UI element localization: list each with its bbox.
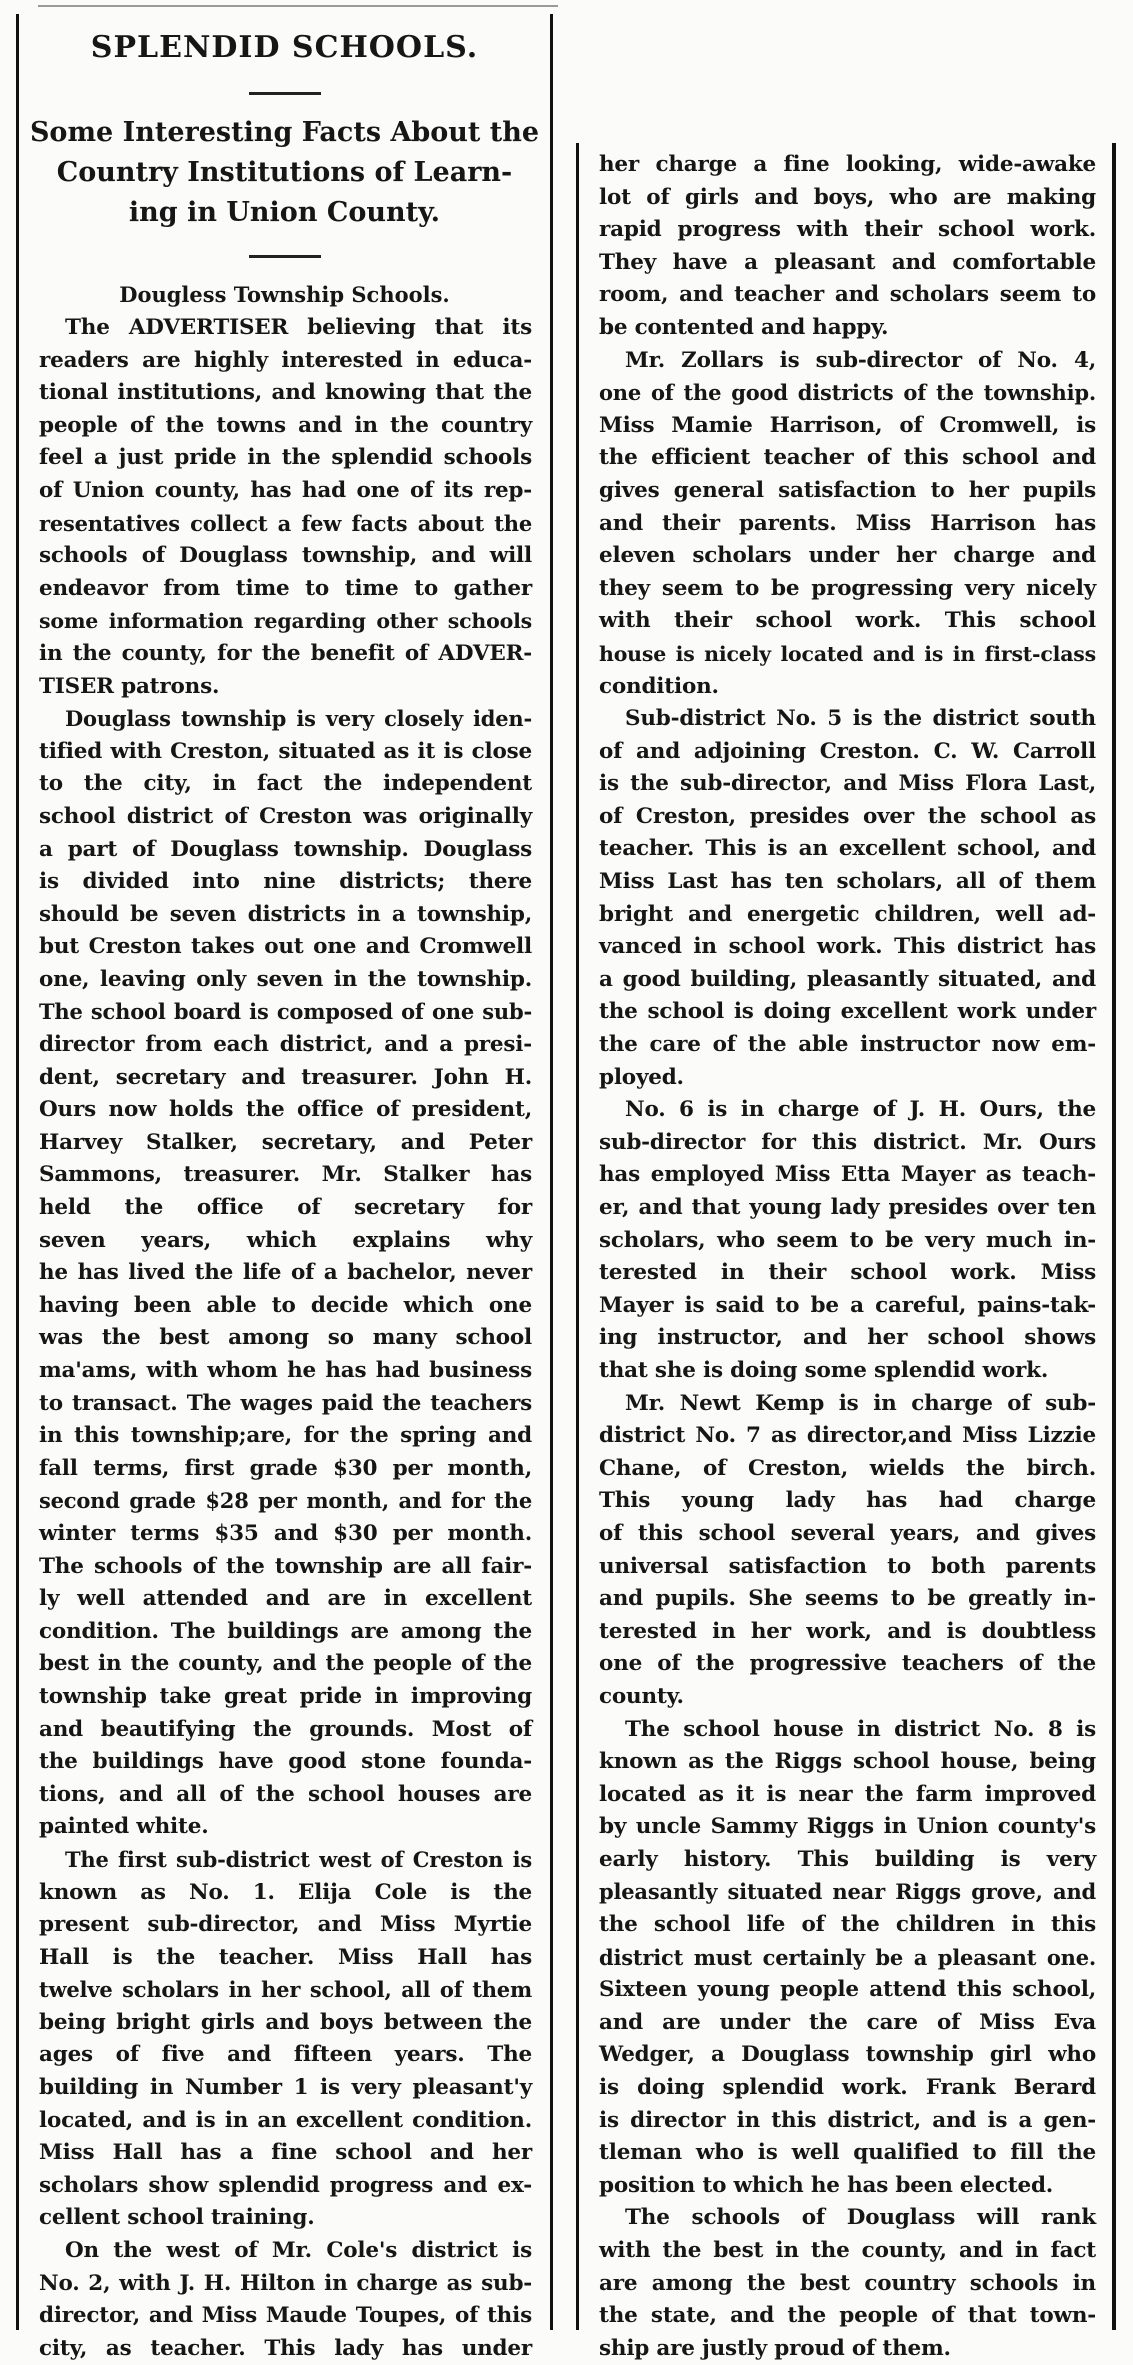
text-line: one, leaving only seven in the township. [39,966,532,992]
text-line: On the west of Mr. Cole's district is [65,2238,532,2264]
text-line: has employed Miss Etta Mayer as teach- [599,1162,1096,1188]
text-line: bright and energetic children, well ad- [599,901,1096,927]
text-line: They have a pleasant and comfortable [599,249,1096,275]
text-line: he has lived the life of a bachelor, never [39,1260,532,1286]
text-line: resentatives collect a few facts about the [39,510,532,536]
text-line: ma'ams, with whom he has had business [39,1358,532,1383]
text-line: Mr. Newt Kemp is in charge of sub- [625,1390,1096,1416]
text-line: Mr. Zollars is sub-director of No. 4, [625,347,1096,373]
text-line: Sixteen young people attend this school, [599,1977,1096,2003]
text-line: Ours now holds the office of president, [39,1097,532,1123]
text-line: is doing splendid work. Frank Berard [599,2075,1096,2101]
text-line: that she is doing some splendid work. [599,1357,1049,1383]
text-line: was the best among so many school [39,1325,532,1351]
text-line: ship are justly proud of them. [599,2335,951,2361]
text-line: The first sub-district west of Creston is [65,1846,532,1872]
text-line: ing instructor, and her school shows [599,1325,1096,1351]
text-line: universal satisfaction to both parents [599,1553,1096,1579]
text-line: in this township;are, for the spring and [39,1423,532,1449]
text-line: one of the progressive teachers of the [599,1651,1096,1677]
text-line: the state, and the people of that town- [599,2303,1096,2329]
text-line: of and adjoining Creston. C. W. Carroll [599,738,1096,764]
text-line: endeavor from time to time to gather [39,575,532,601]
text-line: painted white. [39,1814,209,1840]
text-line: scholars show splendid progress and ex- [39,2172,532,2198]
text-line: fall terms, first grade $30 per month, [39,1455,532,1481]
text-line: school district of Creston was originally [39,803,532,829]
text-line: is director in this district, and is a gen- [599,2107,1096,2133]
text-line: being bright girls and boys between the [39,2009,532,2035]
text-line: TISER patrons. [39,673,220,699]
text-line: should be seven districts in a township, [39,901,532,927]
text-line: dent, secretary and treasurer. John H. [39,1064,532,1090]
text-line: is the sub-director, and Miss Flora Last, [599,771,1096,797]
text-line: Miss Hall has a fine school and her [39,2140,532,2166]
text-line: with their school work. This school [599,608,1096,634]
text-line: one of the good districts of the township. [599,380,1096,406]
right-column [576,143,1116,2361]
text-line: No. 2, with J. H. Hilton in charge as sub- [39,2270,532,2296]
text-line: best in the county, and the people of the [39,1651,532,1677]
text-line: The ADVERTISER believing that its [65,315,532,340]
text-line: present sub-director, and Miss Myrtie [39,1912,532,1938]
text-line: district No. 7 as director,and Miss Lizzie [599,1423,1096,1449]
text-line: readers are highly interested in educa- [39,347,532,373]
text-line: The school house in district No. 8 is [625,1716,1096,1742]
text-line: district must certainly be a pleasant one. [599,1944,1096,1970]
text-line: in the county, for the benefit of ADVER- [39,640,532,666]
article-title: SPLENDID SCHOOLS. [90,30,479,65]
text-line: Sub-district No. 5 is the district south [625,706,1096,732]
subheadline-line: ing in Union County. [128,197,441,228]
text-line: building in Number 1 is very pleasant'y [39,2075,532,2101]
text-line: tions, and all of the school houses are [39,1781,532,1807]
text-line: lot of girls and boys, who are making [599,184,1096,210]
text-line: to the city, in fact the independent [39,771,532,797]
text-line: is divided into nine districts; there [39,869,532,895]
text-line: sub-director for this district. Mr. Ours [599,1129,1096,1155]
text-line: known as No. 1. Elija Cole is the [39,1879,532,1905]
text-line: of Union county, has had one of its rep- [39,477,532,503]
text-line: terested in her work, and is doubtless [599,1618,1096,1644]
text-line: ployed. [599,1064,684,1090]
text-line: This young lady has had charge [599,1488,1096,1514]
text-line: the school is doing excellent work under [599,999,1096,1025]
text-line: scholars, who seem to be very much in- [599,1227,1096,1253]
text-line: feel a just pride in the splendid schools [39,445,532,471]
text-line: and pupils. She seems to be greatly in- [599,1586,1096,1612]
text-line: some information regarding other schools [39,609,532,634]
text-line: a good building, pleasantly situated, and [599,966,1096,992]
text-line: teacher. This is an excellent school, and [599,836,1096,862]
left-column-text [19,312,550,2365]
text-line: Harvey Stalker, secretary, and Peter [39,1129,532,1155]
text-line: gives general satisfaction to her pupils [599,477,1096,503]
text-line: be contented and happy. [599,314,889,340]
text-line: No. 6 is in charge of J. H. Ours, the [625,1097,1096,1123]
text-line: Hall is the teacher. Miss Hall has [39,1944,532,1970]
text-line: twelve scholars in her school, all of them [39,1977,532,2003]
text-line: position to which he has been elected. [599,2172,1054,2198]
text-line: located, and is in an excellent condition. [39,2107,532,2133]
text-line: the buildings have good stone founda- [39,1749,532,1775]
text-line: county. [599,1683,684,1709]
text-line: Chane, of Creston, wields the birch. [599,1455,1096,1481]
text-line: are among the best country schools in [599,2270,1096,2296]
text-line: tified with Creston, situated as it is close [39,738,532,764]
text-line: Miss Mamie Harrison, of Cromwell, is [599,412,1096,438]
text-line: director from each district, and a presi- [39,1032,532,1058]
text-line: tleman who is well qualified to fill the [599,2140,1096,2166]
text-line: condition. The buildings are among the [39,1618,532,1644]
text-line: early history. This building is very [599,1846,1096,1872]
text-line: a part of Douglass township. Douglass [39,836,532,862]
text-line: but Creston takes out one and Cromwell [39,934,532,960]
text-line: director, and Miss Maude Toupes, of this [39,2303,532,2329]
text-line: city, as teacher. This lady has under [39,2335,532,2361]
text-line: township take great pride in improving [39,1683,532,1709]
text-line: people of the towns and in the country [39,412,532,438]
text-line: ages of five and fifteen years. The [39,2042,532,2068]
text-line: pleasantly situated near Riggs grove, and [599,1879,1096,1905]
text-line: having been able to decide which one [39,1292,532,1318]
text-line: Douglass township is very closely iden- [65,706,532,732]
text-line: rapid progress with their school work. [599,217,1096,243]
text-line: the efficient teacher of this school and [599,445,1096,471]
text-line: Wedger, a Douglass township girl who [599,2042,1096,2068]
section-heading: Dougless Township Schools. [119,282,450,307]
text-line: Mayer is said to be a careful, pains-tak- [599,1292,1096,1318]
right-column-text [579,143,1112,2365]
text-line: room, and teacher and scholars seem to [599,282,1096,308]
text-line: located as it is near the farm improved [599,1781,1096,1807]
text-line: and their parents. Miss Harrison has [599,510,1096,536]
text-line: with the best in the county, and in fact [599,2238,1096,2263]
text-line: house is nicely located and is in first-class [599,641,1096,666]
text-line: and are under the care of Miss Eva [599,2009,1096,2035]
text-line: seven years, which explains why [39,1227,532,1253]
text-line: vanced in school work. This district has [599,934,1096,960]
text-line: held the office of secretary for [39,1195,532,1221]
text-line: to transact. The wages paid the teachers [39,1390,532,1416]
text-line: known as the Riggs school house, being [599,1749,1096,1775]
text-line: and beautifying the grounds. Most of [39,1716,532,1742]
text-line: they seem to be progressing very nicely [599,575,1096,601]
subheadline-line: Country Institutions of Learn- [56,157,513,188]
text-line: The school board is composed of one sub- [39,999,532,1025]
text-line: winter terms $35 and $30 per month. [39,1520,532,1546]
left-column [16,14,553,2361]
text-line: er, and that young lady presides over ten [599,1195,1096,1220]
text-line: The schools of Douglass will rank [625,2205,1096,2231]
article-subheadline [19,113,550,233]
text-line: terested in their school work. Miss [599,1260,1096,1286]
top-rule [38,5,558,7]
text-line: her charge a fine looking, wide-awake [599,152,1096,177]
text-line: cellent school training. [39,2205,315,2231]
text-line: eleven scholars under her charge and [599,543,1096,569]
text-line: tional institutions, and knowing that the [39,380,532,406]
text-line: condition. [599,673,719,699]
text-line: second grade $28 per month, and for the [39,1488,532,1514]
text-line: the care of the able instructor now em- [599,1032,1096,1058]
text-line: of Creston, presides over the school as [599,803,1096,829]
title-divider [249,92,321,95]
text-line: the school life of the children in this [599,1912,1096,1938]
text-line: Sammons, treasurer. Mr. Stalker has [39,1162,532,1188]
text-line: by uncle Sammy Riggs in Union county's [599,1814,1096,1840]
text-line: schools of Douglass township, and will [39,543,532,569]
subheadline-line: Some Interesting Facts About the [29,117,540,148]
text-line: The schools of the township are all fair- [39,1553,532,1579]
text-line: of this school several years, and gives [599,1520,1096,1546]
text-line: ly well attended and are in excellent [39,1586,532,1612]
subheadline-divider [249,255,321,258]
text-line: Miss Last has ten scholars, all of them [599,869,1096,895]
